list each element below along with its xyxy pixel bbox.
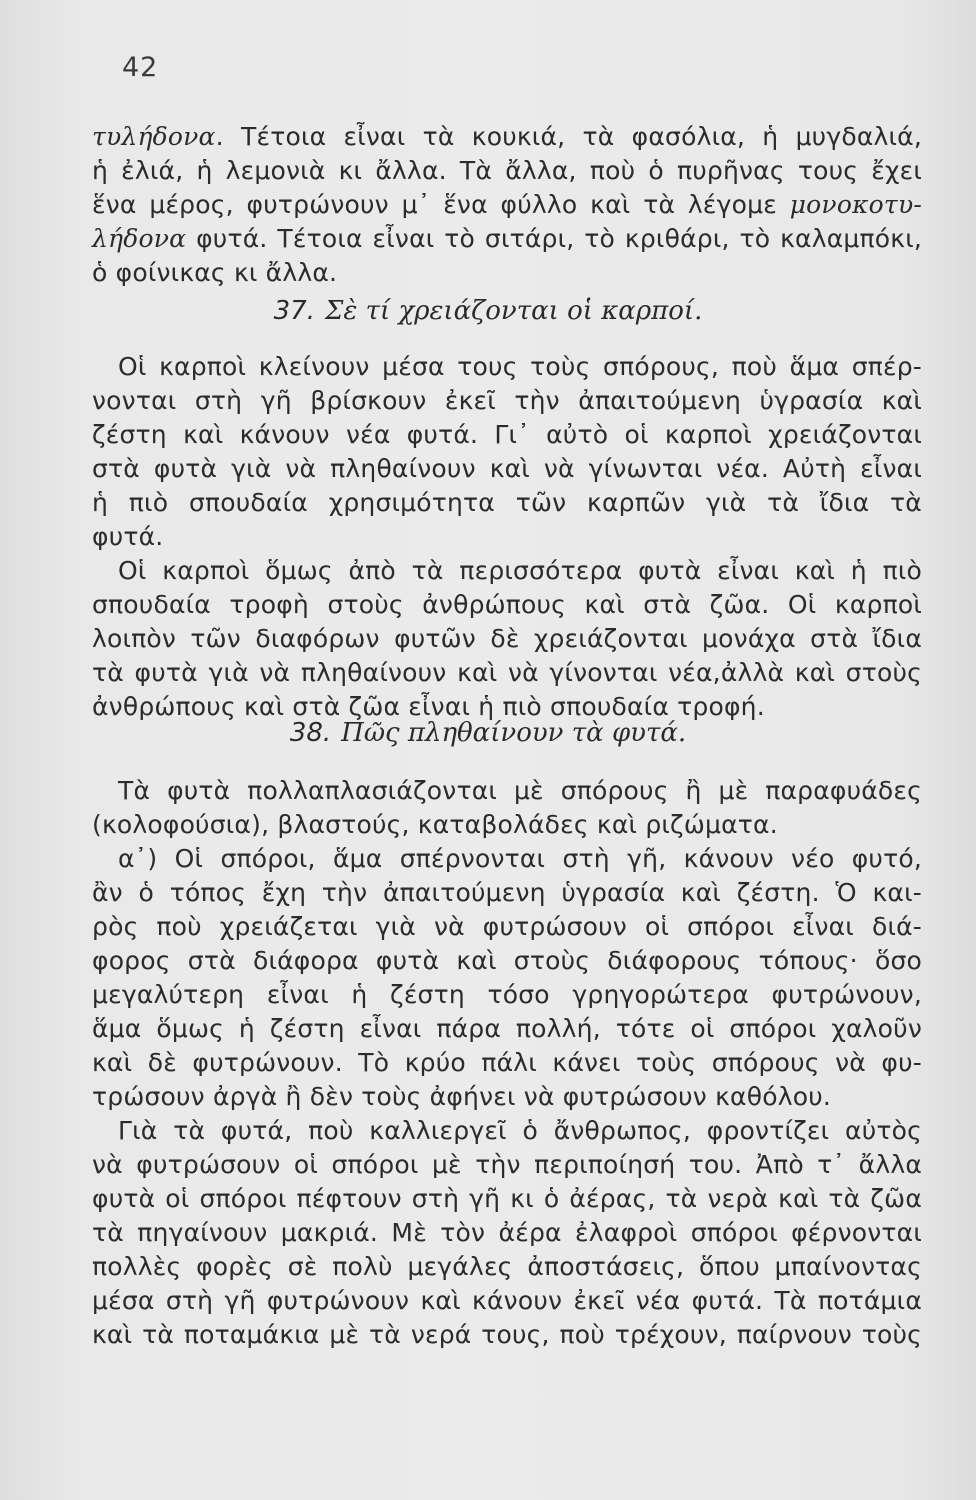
text-line: καὶ τὰ ποταμάκια μὲ τὰ νερά τους, ποὺ τρέχουν, παίρνουν τοὺς — [92, 1320, 922, 1349]
text-line: Οἱ καρποὶ ὅμως ἀπὸ τὰ περισσότερα φυτὰ εἶναι καὶ ἡ πιὸ — [118, 556, 922, 585]
text-line: Τὰ φυτὰ πολλαπλασιάζονται μὲ σπόρους ἢ μὲ παραφυάδες — [118, 776, 922, 805]
section-38-heading — [0, 718, 976, 748]
text-line: πολλὲς φορὲς σὲ πολὺ μεγάλες ἀποστάσεις, ὅπου μπαίνοντας — [92, 1252, 922, 1281]
text-line: ἅμα ὅμως ἡ ζέστη εἶναι πάρα πολλή, τότε οἱ σπόροι χαλοῦν — [92, 1014, 922, 1043]
text-line: φορος στὰ διάφορα φυτὰ καὶ στοὺς διάφορους τόπους· ὅσο — [92, 946, 922, 975]
text-line: Γιὰ τὰ φυτά, ποὺ καλλιεργεῖ ὁ ἄνθρωπος, φροντίζει αὐτὸς — [118, 1116, 922, 1145]
section-37-heading — [0, 296, 976, 326]
section-38-body — [92, 774, 922, 1352]
intro-paragraph — [92, 120, 922, 290]
section-title: Πῶς πληθαίνουν τὰ φυτά. — [341, 718, 687, 748]
text-line: σπουδαία τροφὴ στοὺς ἀνθρώπους καὶ στὰ ζῶα. Οἱ καρποὶ — [92, 590, 922, 619]
text-line: νὰ φυτρώσουν οἱ σπόροι μὲ τὴν περιποίησή του. Ἀπὸ τ᾽ ἄλλα — [92, 1150, 922, 1179]
text-line: τὰ φυτὰ γιὰ νὰ πληθαίνουν καὶ νὰ γίνονται νέα,ἀλλὰ καὶ στοὺς — [92, 658, 922, 687]
text-line: μεγαλύτερη εἶναι ἡ ζέστη τόσο γρηγορώτερα φυτρώνουν, — [92, 980, 922, 1009]
section-number: 37. — [273, 296, 315, 326]
section-title: Σὲ τί χρειάζονται οἱ καρποί. — [325, 296, 703, 326]
text-line: νονται στὴ γῆ βρίσκουν ἐκεῖ τὴν ἀπαιτούμενη ὑγρασία καὶ — [92, 386, 922, 415]
text-line: τυλήδονα. Τέτοια εἶναι τὰ κουκιά, τὰ φασόλια, ἡ μυγδαλιά, — [92, 122, 922, 151]
section-37-body — [92, 350, 922, 724]
text-line: ἂν ὁ τόπος ἔχη τὴν ἀπαιτούμενη ὑγρασία καὶ ζέστη. Ὁ και- — [92, 878, 922, 907]
text-line: λήδονα φυτά. Τέτοια εἶναι τὸ σιτάρι, τὸ κριθάρι, τὸ καλαμπόκι, — [92, 224, 922, 253]
text-line: μέσα στὴ γῆ φυτρώνουν καὶ κάνουν ἐκεῖ νέα φυτά. Τὰ ποτάμια — [92, 1286, 922, 1315]
page-number: 42 — [122, 52, 159, 83]
text-line: φυτά. — [92, 522, 164, 551]
text-line: λοιπὸν τῶν διαφόρων φυτῶν δὲ χρειάζονται μονάχα στὰ ἴδια — [92, 624, 922, 653]
text-line: φυτὰ οἱ σπόροι πέφτουν στὴ γῆ κι ὁ ἀέρας, τὰ νερὰ καὶ τὰ ζῶα — [92, 1184, 922, 1213]
text-line: (κολοφούσια), βλαστούς, καταβολάδες καὶ ριζώματα. — [92, 810, 778, 839]
text-line: τὰ πηγαίνουν μακριά. Μὲ τὸν ἀέρα ἐλαφροὶ σπόροι φέρνονται — [92, 1218, 922, 1247]
text-line: α᾽) Οἱ σπόροι, ἅμα σπέρνονται στὴ γῆ, κάνουν νέο φυτό, — [118, 844, 922, 873]
text-line: ἀνθρώπους καὶ στὰ ζῶα εἶναι ἡ πιὸ σπουδαία τροφή. — [92, 692, 765, 721]
text-line: καὶ δὲ φυτρώνουν. Τὸ κρύο πάλι κάνει τοὺς σπόρους νὰ φυ- — [92, 1048, 922, 1077]
section-number: 38. — [289, 718, 332, 748]
text-line: Οἱ καρποὶ κλείνουν μέσα τους τοὺς σπόρους, ποὺ ἅμα σπέρ- — [118, 352, 922, 381]
text-line: ἡ πιὸ σπουδαία χρησιμότητα τῶν καρπῶν γιὰ τὰ ἴδια τὰ — [92, 488, 922, 517]
text-line: ἕνα μέρος, φυτρώνουν μ᾽ ἕνα φύλλο καὶ τὰ λέγομε μονοκοτυ- — [92, 190, 922, 219]
text-line: ἡ ἐλιά, ἡ λεμονιὰ κι ἄλλα. Τὰ ἄλλα, ποὺ ὁ πυρῆνας τους ἔχει — [92, 156, 922, 185]
text-line: ζέστη καὶ κάνουν νέα φυτά. Γι᾽ αὐτὸ οἱ καρποὶ χρειάζονται — [92, 420, 922, 449]
text-line: τρώσουν ἀργὰ ἢ δὲν τοὺς ἀφήνει νὰ φυτρώσουν καθόλου. — [92, 1082, 832, 1111]
text-line: στὰ φυτὰ γιὰ νὰ πληθαίνουν καὶ νὰ γίνωνται νέα. Αὐτὴ εἶναι — [92, 454, 922, 483]
text-line: ρὸς ποὺ χρειάζεται γιὰ νὰ φυτρώσουν οἱ σπόροι εἶναι διά- — [92, 912, 922, 941]
text-line: ὁ φοίνικας κι ἄλλα. — [92, 258, 338, 287]
